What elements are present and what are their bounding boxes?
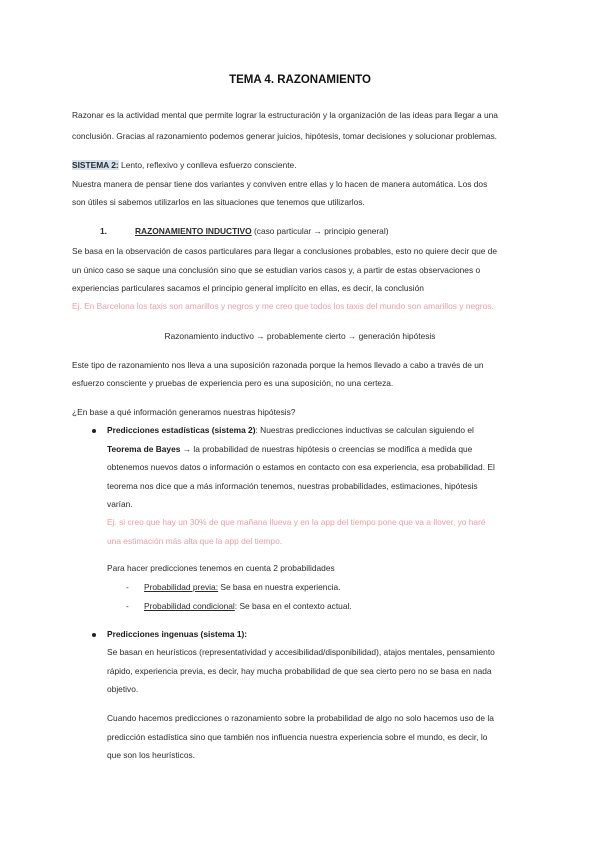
formula-line: Razonamiento inductivo → probablemente cierto → generación hipótesis (164, 331, 436, 341)
bullet-text: : Nuestras predicciones inductivas se calculan siguiendo el (255, 425, 474, 435)
bullet-title: Predicciones ingenuas (sistema 1): (107, 629, 248, 639)
bullet-title: Predicciones estadísticas (sistema 2) (107, 425, 256, 435)
section-number: 1. (100, 226, 107, 236)
dash-text: : Se basa en el contexto actual. (234, 601, 352, 611)
paragraph-line: un único caso se saque una conclusión sino que se estudian varios casos y, a partir de estas observaciones o (72, 265, 481, 275)
bullet-line: Para hacer predicciones tenemos en cuenta 2 probabilidades (107, 563, 335, 573)
bullet-line: teorema nos dice que a más información tenemos, nuestras probabilidades, estimaciones, hipótesis (107, 481, 478, 491)
example-line: una estimación más alta que la app del tiempo. (107, 536, 283, 546)
bullet-line: Se basan en heurísticos (representatividad y accesibilidad/disponibilidad), atajos mentales, pensamiento (107, 647, 495, 657)
bullet-line (107, 440, 528, 459)
example-line: Ej. En Barcelona los taxis son amarillos y negros y me creo que todos los taxis del mundo son amarillos y negros. (72, 301, 494, 311)
bullet-line: obtenemos nuevos datos o información o estamos en contacto con esa experiencia, esa probabilidad. El (107, 462, 495, 472)
bullet-line: objetivo. (107, 684, 139, 694)
sistema2-line: Nuestra manera de pensar tiene dos variantes y conviven entre ellas y lo hacen de manera automática. Los dos (72, 179, 488, 189)
paragraph-line: esfuerzo consciente y pruebas de experiencia pero es una suposición, no una certeza. (72, 378, 394, 388)
bullet-icon (92, 429, 96, 433)
intro-line: Razonar es la actividad mental que permite lograr la estructuración y la organización de las ideas para llegar a una (72, 110, 498, 120)
bullet-line: varían. (107, 499, 133, 509)
bullet-line: Cuando hacemos predicciones o razonamiento sobre la probabilidad de algo no solo hacemos uso de la (107, 713, 494, 723)
paragraph-line: Este tipo de razonamiento nos lleva a una suposición razonada porque la hemos llevado a cabo a través de un (72, 360, 484, 370)
bullet-line: rápido, experiencia previa, es decir, hay mucha probabilidad de que sea cierto pero no se basa en nada (107, 666, 492, 676)
bullet-icon (92, 633, 96, 637)
paragraph-line: experiencias particulares sacamos el principio general implícito en ellas, es decir, la conclusión (72, 283, 424, 293)
example-line: Ej. si creo que hay un 30% de que mañana llueva y en la app del tiempo pone que va a llover, yo haré (107, 517, 486, 527)
paragraph-line: Se basa en la observación de casos particulares para llegar a conclusiones probables, esto no quiere decir que de (72, 246, 498, 256)
sistema2-desc: Lento, reflexivo y conlleva esfuerzo consciente. (118, 160, 297, 170)
section-heading (72, 222, 528, 241)
page-title: TEMA 4. RAZONAMIENTO (229, 74, 371, 86)
dash-item: - Probabilidad previa: Se basa en nuestra experiencia. (126, 582, 341, 592)
bullet-line (107, 625, 528, 644)
dash-term: Probabilidad previa: (144, 582, 219, 592)
dash-term: Probabilidad condicional (144, 601, 235, 611)
section-heading-text: RAZONAMIENTO INDUCTIVO (135, 226, 252, 236)
bullet-line (107, 421, 528, 440)
sistema2-line: son útiles si sabemos utilizarlos en las situaciones que tenemos que utilizarlos. (72, 197, 365, 207)
sistema2-line (72, 156, 528, 175)
dash-text: Se basa en nuestra experiencia. (218, 582, 341, 592)
section-subtitle: (caso particular → principio general) (251, 226, 389, 236)
bullet-line: predicción estadística sino que también nos influencia nuestra experiencia sobre el mundo, es decir, lo (107, 732, 488, 742)
bullet-text: → la probabilidad de nuestras hipótesis o creencias se modifica a medida que (180, 444, 473, 454)
dash-item: - Probabilidad condicional: Se basa en el contexto actual. (126, 601, 352, 611)
bullet-line: que son los heurísticos. (107, 750, 195, 760)
question-line: ¿En base a qué información generamos nuestras hipótesis? (72, 407, 296, 417)
sistema2-label: SISTEMA 2: (72, 160, 119, 170)
intro-line: conclusión. Gracias al razonamiento podemos generar juicios, hipótesis, tomar decisiones y solucionar problemas. (72, 131, 498, 141)
bayes-term: Teorema de Bayes (107, 444, 181, 454)
